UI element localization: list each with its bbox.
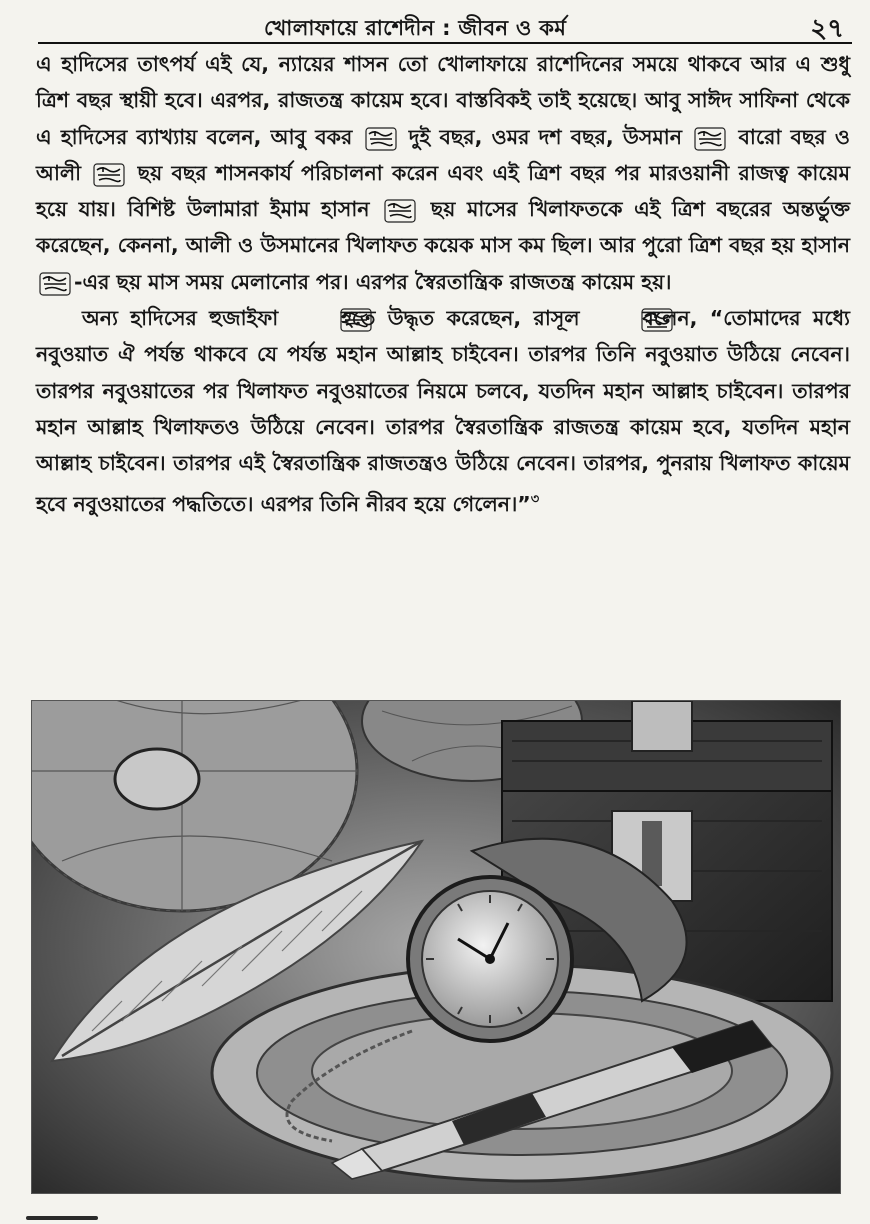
text-run: বারো বছর ও আলী [36,124,850,185]
page-number: ২৭ [810,14,844,44]
running-title: খোলাফায়ে রাশেদীন : জীবন ও কর্ম [264,16,567,40]
illustration-clock-globe-feather-pen [31,700,841,1194]
text-run: হতে উদ্ধৃত করেছেন, রাসূল [328,306,593,331]
radiyallahu-anhu-calligraphy-icon [365,126,397,150]
text-run: ছয় মাসের খিলাফতকে এই ত্রিশ বছরের অন্তর্ভুক্ত করেছেন, কেননা, আলী ও উসমানের খিলাফত কয়েক মাস কম ছিল। আর পুরো ত্রিশ বছর হয় হাসান [36,197,850,258]
text-run: -এর ছয় মাস সময় মেলানোর পর। এরপর স্বৈরতান্ত্রিক রাজতন্ত্র কায়েম হয়। [74,269,672,294]
radiyallahu-anhu-calligraphy-icon [694,126,726,150]
header-rule [38,42,852,44]
body-text [36,46,850,522]
text-run: এ হাদিসের তাৎপর্য এই যে, ন্যায়ের শাসন তো খোলাফায়ে রাশেদিনের সময়ে থাকবে আর এ শুধু ত্রিশ বছর স্থায়ী হবে। এরপর, রাজতন্ত্র কায়েম হবে। বাস্তবিকই তাই হয়েছে। আবু সাঈদ সাফিনা থেকে এ হাদিসের ব্যাখ্যায় বলেন, আবু বকর [36,52,850,149]
radiyallahu-anhu-calligraphy-icon [294,307,326,331]
text-run: বলেন, “তোমাদের মধ্যে নবুওয়াত ঐ পর্যন্ত থাকবে যে পর্যন্ত মহান আল্লাহ চাইবেন। তারপর তিনি নবুওয়াত উঠিয়ে নেবেন। তারপর নবুওয়াতের পর খিলাফত নবুওয়াতের নিয়মে চলবে, যতদিন মহান আল্লাহ চাইবেন। তারপর মহান আল্লাহ খিলাফতও উঠিয়ে নেবেন। তারপর স্বৈরতান্ত্রিক রাজতন্ত্র কায়েম হবে, যতদিন মহান আল্লাহ চাইবেন। তারপর এই স্বৈরতান্ত্রিক রাজতন্ত্রও উঠিয়ে নেবেন। তারপর, পুনরায় খিলাফত কায়েম হবে নবুওয়াতের পদ্ধতিতে। এরপর তিনি নীরব হয়ে গেলেন।” [36,306,850,516]
sallallahu-alaihi-wasallam-calligraphy-icon [595,307,627,331]
radiyallahu-anhu-calligraphy-icon [384,198,416,222]
text-run: দুই বছর, ওমর দশ বছর, উসমান [399,124,692,149]
text-run: ছয় বছর শাসনকার্য পরিচালনা করেন এবং এই ত্রিশ বছর পর মারওয়ানী রাজত্ব কায়েম হয়ে যায়। বিশিষ্ট উলামারা ইমাম হাসান [36,160,850,222]
radiyallahu-anhu-calligraphy-icon [93,162,125,186]
paragraph-1 [36,46,850,300]
bottom-edge-mark [26,1216,98,1220]
page-header [34,4,852,44]
footnote-marker: ৩ [530,491,540,507]
text-run: অন্য হাদিসের হুজাইফা [82,306,291,331]
paragraph-2 [36,300,850,522]
radiyallahu-anhu-calligraphy-icon [39,271,71,295]
